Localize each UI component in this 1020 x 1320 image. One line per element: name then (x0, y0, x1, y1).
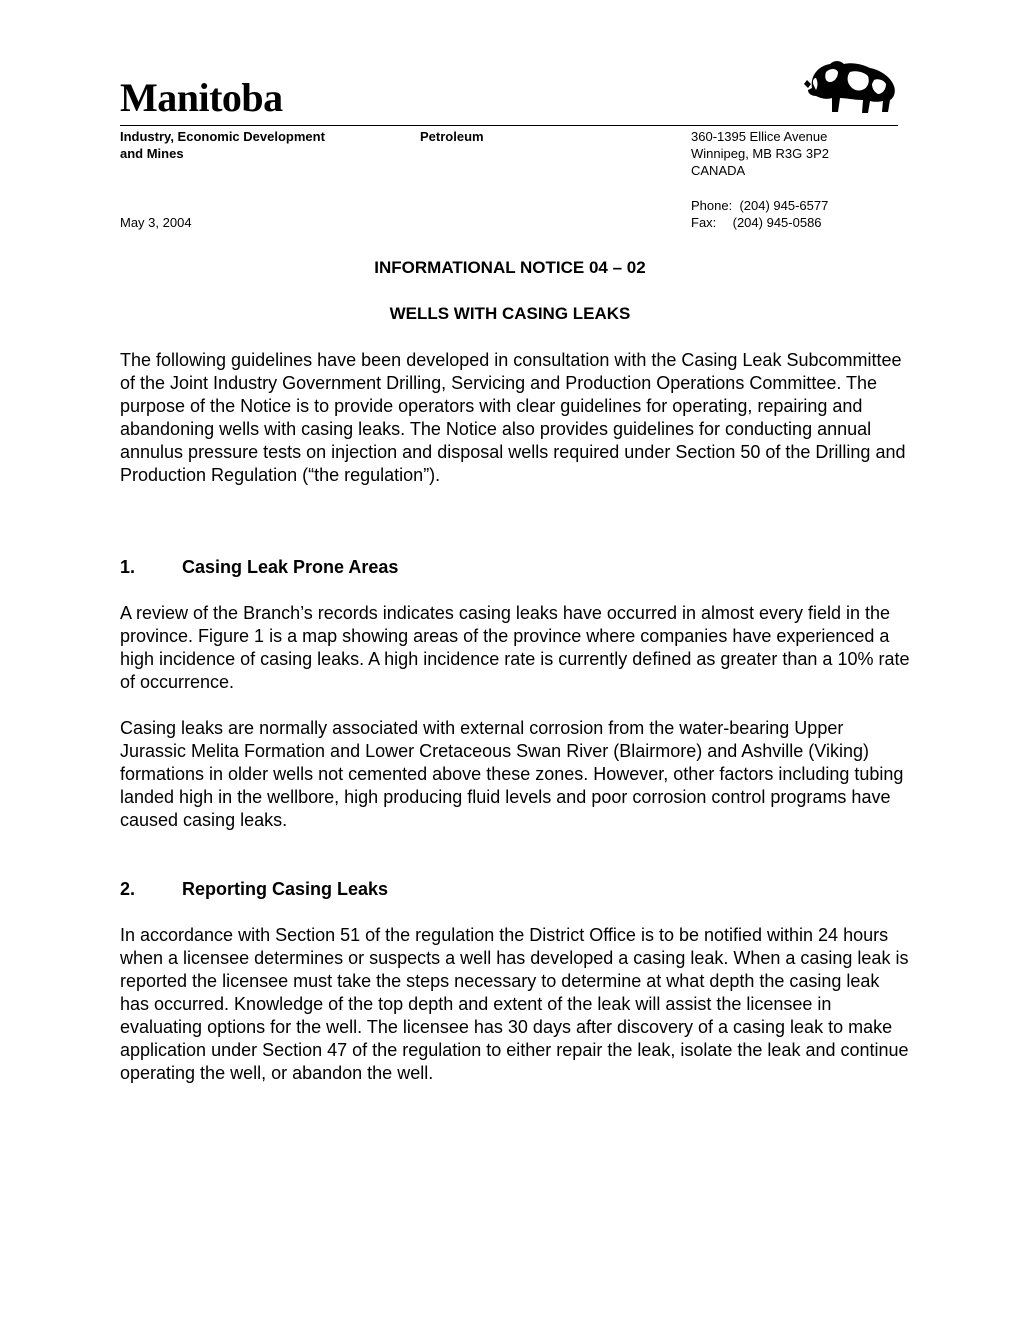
division-label: Petroleum (420, 129, 484, 144)
section-number: 2. (120, 879, 136, 899)
section-heading-1 (120, 556, 398, 579)
section-number: 1. (120, 557, 136, 577)
notice-date: May 3, 2004 (120, 215, 192, 230)
bison-icon (804, 58, 902, 118)
department-line-1: Industry, Economic Development (120, 129, 325, 144)
section-1-paragraph-1: A review of the Branch’s records indicates casing leaks have occurred in almost every field in the province. Figure 1 is a map showing areas of the province where companies have experienced a high incidence of casing leaks. A high incidence rate is currently defined as greater than a 10% rate of occurrence. (120, 603, 910, 692)
address-line-2: Winnipeg, MB R3G 3P2 (691, 146, 830, 161)
address-line-3: CANADA (691, 163, 746, 178)
section-title: Reporting Casing Leaks (182, 879, 389, 899)
notice-subtitle: WELLS WITH CASING LEAKS (389, 304, 631, 323)
manitoba-wordmark: Manitoba (120, 75, 283, 120)
section-2-paragraph-1: In accordance with Section 51 of the regulation the District Office is to be notified within 24 hours when a licensee determines or suspects a well has developed a casing leak. When a casing leak is reported the licensee must take the steps necessary to determine at what depth the casing leak has occurred. Knowledge of the top depth and extent of the leak will assist the licensee in evaluating options for the well. The licensee has 30 days after discovery of a casing leak to make application under Section 47 of the regulation to either repair the leak, isolate the leak and continue operating the well, or abandon the well. (120, 925, 909, 1083)
section-title: Casing Leak Prone Areas (182, 557, 399, 577)
section-heading-2 (120, 878, 388, 901)
fax-label: Fax: (691, 215, 717, 230)
address-line-1: 360-1395 Ellice Avenue (691, 129, 828, 144)
intro-paragraph: The following guidelines have been developed in consultation with the Casing Leak Subcommittee of the Joint Industry Government Drilling, Servicing and Production Operations Committee. The purpose of the Notice is to provide operators with clear guidelines for operating, repairing and abandoning wells with casing leaks. The Notice also provides guidelines for conducting annual annulus pressure tests on injection and disposal wells required under Section 50 of the Drilling and Production Regulation (“the regulation”). (120, 350, 906, 485)
section-1-paragraph-2: Casing leaks are normally associated with external corrosion from the water-bearing Upper Jurassic Melita Formation and Lower Cretaceous Swan River (Blairmore) and Ashville (Viking) formations in older wells not cemented above these zones. However, other factors including tubing landed high in the wellbore, high producing fluid levels and poor corrosion control programs have caused casing leaks. (120, 718, 904, 830)
fax-line (691, 214, 822, 231)
phone-number: (204) 945-6577 (739, 198, 829, 213)
fax-number: (204) 945-0586 (732, 215, 822, 230)
department-line-2: and Mines (120, 146, 184, 161)
letterhead-rule (120, 125, 898, 126)
phone-label: Phone: (691, 198, 733, 213)
phone-line (691, 197, 828, 214)
notice-title: INFORMATIONAL NOTICE 04 – 02 (374, 258, 646, 277)
